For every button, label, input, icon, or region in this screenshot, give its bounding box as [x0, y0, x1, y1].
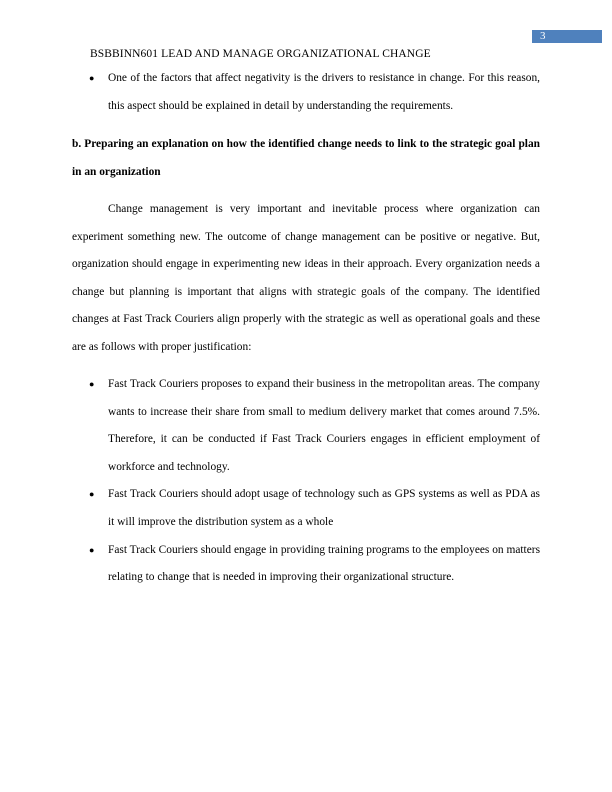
- intro-bullet-list: [72, 65, 540, 120]
- section-heading: b. Preparing an explanation on how the identified change needs to link to the strategic goal plan in an organization: [72, 138, 540, 178]
- list-item: [72, 481, 540, 536]
- bullet-text: Fast Track Couriers should adopt usage of technology such as GPS systems as well as PDA as it will improve the distribution system as a whole: [108, 488, 540, 528]
- bullet-icon: ●: [89, 73, 95, 83]
- list-item: [72, 371, 540, 481]
- bullet-icon: ●: [89, 379, 95, 389]
- bullet-icon: ●: [89, 489, 95, 500]
- page-number: 3: [532, 30, 602, 43]
- running-header: BSBBINN601 LEAD AND MANAGE ORGANIZATIONAL CHANGE: [90, 48, 431, 60]
- bullet-text: Fast Track Couriers should engage in providing training programs to the employees on matters relating to change that is needed in improving their organizational structure.: [108, 543, 540, 584]
- section-bullet-list: [72, 371, 540, 592]
- bullet-icon: ●: [89, 544, 95, 555]
- list-item: [72, 65, 540, 120]
- bullet-text: Fast Track Couriers proposes to expand their business in the metropolitan areas. The company wants to increase their share from small to medium delivery market that comes around 7.5%. Therefore, it can be conducted if Fast Track Couriers engages in efficient employment of workforce and technology.: [108, 378, 540, 473]
- body-paragraph: Change management is very important and inevitable process where organization can experiment something new. The outcome of change management can be positive or negative. But, organization should engage in experimenting new ideas in their approach. Every organization needs a change but planning is important that aligns with strategic goals of the company. The identified changes at Fast Track Couriers align properly with the strategic as well as operational goals and these are as follows with proper justification:: [72, 203, 540, 353]
- bullet-text: One of the factors that affect negativity is the drivers to resistance in change. For this reason, this aspect should be explained in detail by understanding the requirements.: [108, 72, 540, 112]
- list-item: [72, 537, 540, 592]
